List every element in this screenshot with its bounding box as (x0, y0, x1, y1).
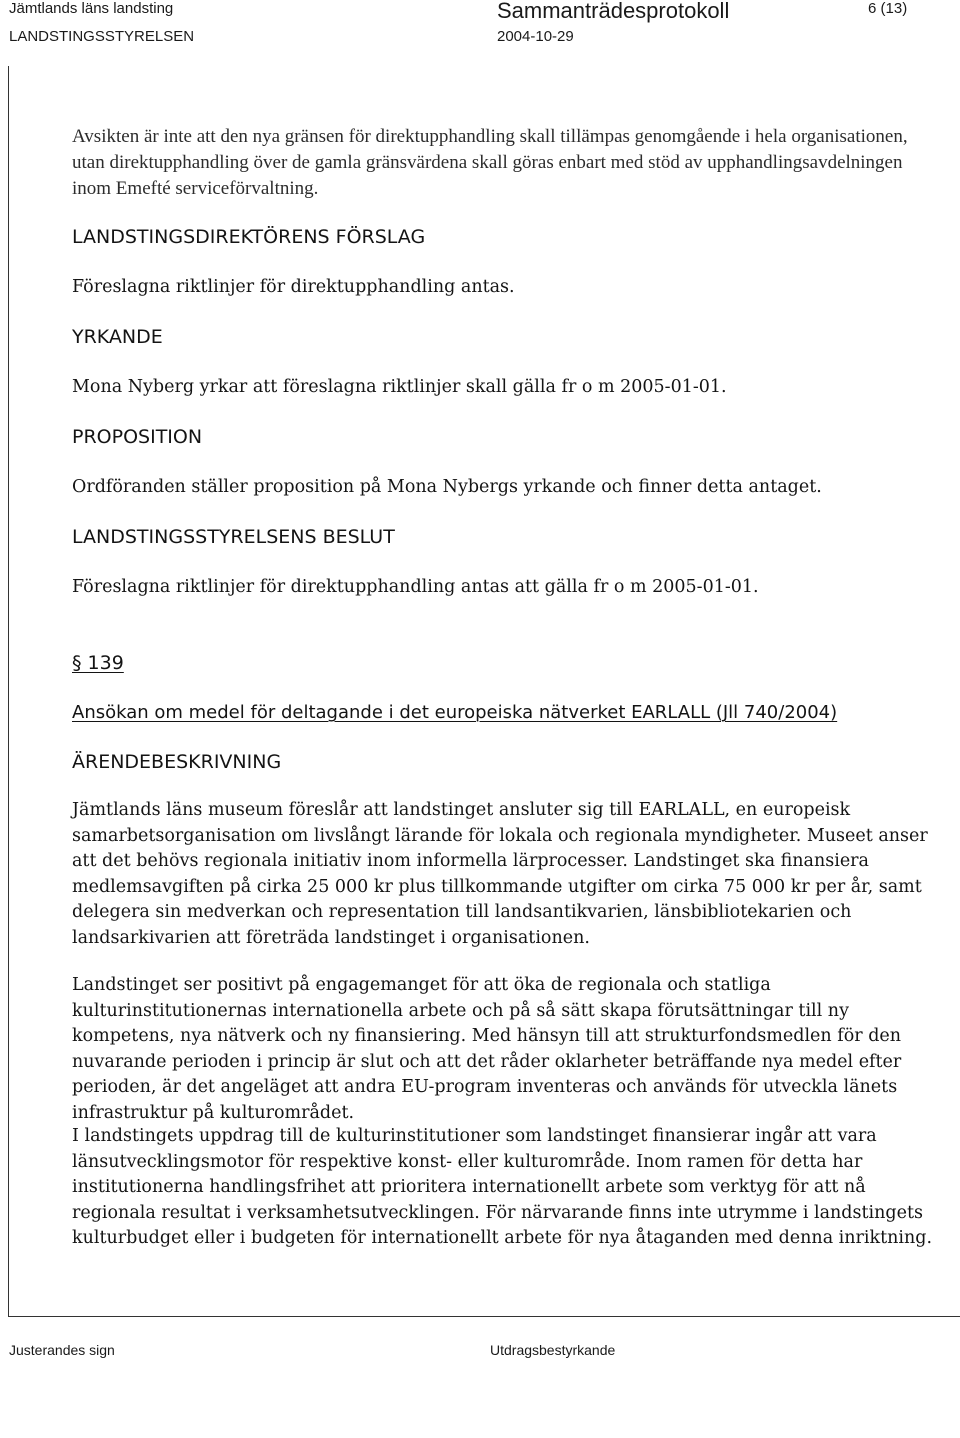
committee-name: LANDSTINGSSTYRELSEN (9, 28, 195, 45)
meeting-date: 2004-10-29 (497, 28, 574, 45)
motion-text: Mona Nyberg yrkar att föreslagna riktlinjer skall gälla fr o m 2005-01-01. (72, 377, 727, 397)
section-title: Ansökan om medel för deltagande i det europeiska nätverket EARLALL (Jll 740/2004) (72, 702, 838, 723)
decision-text: Föreslagna riktlinjer för direktupphandling antas att gälla fr o m 2005-01-01. (72, 577, 759, 597)
intro-paragraph: Avsikten är inte att den nya gränsen för direktupphandling skall tillämpas genomgående i hela organisationen, utan direktupphandling över de gamla gränsvärdena skall göras enbart med stöd av upphandlingsavdelningen inom Emefté serviceförvaltning. (72, 126, 908, 199)
description-heading: ÄRENDEBESKRIVNING (72, 751, 282, 773)
proposal-heading: LANDSTINGSDIREKTÖRENS FÖRSLAG (72, 226, 426, 248)
description-paragraph-3: I landstingets uppdrag till de kulturinstitutioner som landstinget finansierar ingår att vara länsutvecklingsmotor för respektive konst- eller kulturområde. Inom ramen för detta har institutionerna handlingsfrihet att prioritera internationellt arbete som verktyg för att nå regionala resultat i verksamhetsutvecklingen. För närvarande finns inte utrymme i landstingets kulturbudget eller i budgeten för internationellt arbete för nya åtaganden med denna inriktning. (72, 1126, 933, 1248)
footer-divider-line (8, 1316, 960, 1317)
description-paragraph-1: Jämtlands läns museum föreslår att landstinget ansluter sig till EARLALL, en europeisk samarbetsorganisation om livslångt lärande för lokala och regionala myndigheter. Museet anser att det behövs regionala initiativ inom informella lärprocesser. Landstinget ska finansiera medlemsavgiften på cirka 25 000 kr plus tillkommande utgifter om cirka 75 000 kr per år, samt delegera sin medverkan och representation till landsantikvarien, länsbibliotekarien och landsarkivarien att företräda landstinget i organisationen. (72, 800, 928, 948)
section-number: § 139 (72, 652, 124, 674)
proposition-heading: PROPOSITION (72, 426, 203, 448)
signature-label: Justerandes sign (9, 1342, 115, 1358)
decision-heading: LANDSTINGSSTYRELSENS BESLUT (72, 526, 395, 548)
proposal-text: Föreslagna riktlinjer för direktupphandling antas. (72, 277, 515, 297)
organization-name: Jämtlands läns landsting (9, 0, 174, 17)
page-number: 6 (13) (868, 0, 908, 17)
document-type: Sammanträdesprotokoll (497, 0, 730, 23)
certification-label: Utdragsbestyrkande (490, 1342, 616, 1358)
left-margin-line (8, 66, 9, 1316)
motion-heading: YRKANDE (72, 326, 163, 348)
proposition-text: Ordföranden ställer proposition på Mona Nybergs yrkande och finner detta antaget. (72, 477, 822, 497)
description-paragraph-2: Landstinget ser positivt på engagemanget för att öka de regionala och statliga kulturinstitutionernas internationella arbete och på så sätt skapa förutsättningar till ny kompetens, nya nätverk och ny finansiering. Med hänsyn till att strukturfondsmedlen för den nuvarande perioden i princip är slut och att det råder oklarheter beträffande nya medel efter perioden, är det angeläget att andra EU-program inventeras och används för utveckla länets infrastruktur på kulturområdet. (72, 975, 902, 1123)
